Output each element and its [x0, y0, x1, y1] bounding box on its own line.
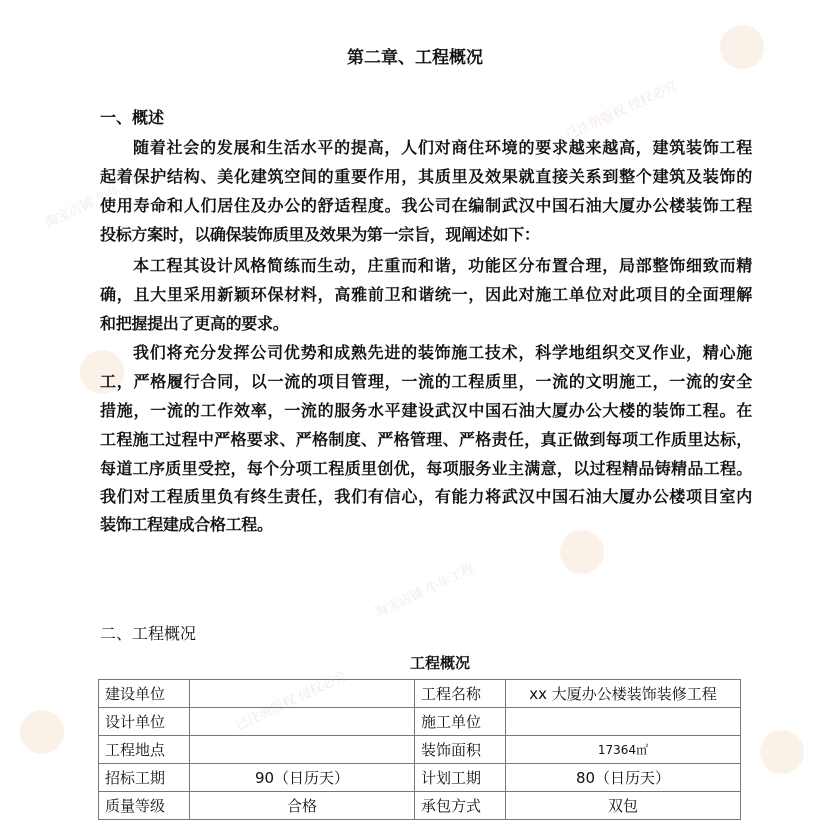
paragraph-line: 和把握提出了更高的要求。	[100, 314, 289, 333]
paragraph-line: 措施，一流的工作效率，一流的服务水平建设武汉中国石油大厦办公大楼的装饰工程。在	[100, 401, 752, 420]
watermark-avatar	[760, 730, 804, 774]
table-cell	[190, 708, 415, 736]
table-row	[99, 736, 741, 764]
watermark-text: 已注册版权 侵权必究	[233, 668, 350, 734]
table-cell: 质量等级	[99, 792, 190, 820]
paragraph-line: 工程施工过程中严格要求、严格制度、严格管理、严格责任，真正做到每项工作质里达标，	[100, 430, 752, 449]
table-cell	[190, 736, 415, 764]
table-cell: 计划工期	[415, 764, 506, 792]
project-overview-table	[98, 679, 741, 820]
paragraph-line: 起着保护结构、美化建筑空间的重要作用，其质里及效果就直接关系到整个建筑及装饰的	[100, 167, 752, 186]
table-row	[99, 792, 741, 820]
table-cell: 工程名称	[415, 680, 506, 708]
table-cell: 设计单位	[99, 708, 190, 736]
watermark-text: 淘宝店铺 牛年工程	[42, 171, 148, 231]
paragraph-line: 投标方案时，以确保装饰质里及效果为第一宗旨，现阐述如下：	[100, 225, 540, 244]
paragraph-line: 本工程其设计风格简练而生动，庄重而和谐，功能区分布置合理，局部整饰细致而精	[133, 256, 752, 275]
table-cell	[190, 680, 415, 708]
chapter-title: 第二章、工程概况	[347, 48, 483, 68]
paragraph-line: 装饰工程建成合格工程。	[100, 515, 273, 534]
table-cell: 招标工期	[99, 764, 190, 792]
watermark-avatar	[20, 710, 64, 754]
paragraph-line: 工，严格履行合同，以一流的项目管理，一流的工程质里，一流的文明施工，一流的安全	[100, 372, 752, 391]
table-cell: xx 大厦办公楼装饰装修工程	[506, 680, 741, 708]
table-cell: 工程地点	[99, 736, 190, 764]
watermark-text: 已注册版权 侵权必究	[563, 78, 680, 144]
table-cell: 合格	[190, 792, 415, 820]
table-cell	[506, 708, 741, 736]
paragraph-line: 每道工序质里受控，每个分项工程质里创优，每项服务业主满意，以过程精品铸精品工程。	[100, 459, 752, 478]
paragraph-line: 确，且大里采用新颖环保材料，高雅前卫和谐统一，因此对施工单位对此项目的全面理解	[100, 285, 752, 304]
table-cell: 80（日历天）	[506, 764, 741, 792]
table-row	[99, 680, 741, 708]
paragraph-line: 我们对工程质里负有终生责任，我们有信心，有能力将武汉中国石油大厦办公楼项目室内	[100, 487, 752, 506]
section-heading-overview: 一、概述	[100, 108, 165, 127]
table-cell: 承包方式	[415, 792, 506, 820]
paragraph-line: 随着社会的发展和生活水平的提高，人们对商住环境的要求越来越高，建筑装饰工程	[133, 138, 752, 157]
section-heading-project-overview: 二、工程概况	[100, 624, 197, 643]
table-cell: 90（日历天）	[190, 764, 415, 792]
table-cell: 17364㎡	[506, 736, 741, 764]
paragraph-line: 使用寿命和人们居住及办公的舒适程度。我公司在编制武汉中国石油大厦办公楼装饰工程	[100, 196, 752, 215]
table-cell: 双包	[506, 792, 741, 820]
watermark-text: 淘宝店铺 牛年工程	[372, 561, 478, 621]
table-cell: 装饰面积	[415, 736, 506, 764]
table-row	[99, 708, 741, 736]
table-cell: 建设单位	[99, 680, 190, 708]
paragraph-line: 我们将充分发挥公司优势和成熟先进的装饰施工技术，科学地组织交叉作业，精心施	[133, 343, 752, 362]
table-row	[99, 764, 741, 792]
table-caption: 工程概况	[409, 654, 470, 672]
watermark-avatar	[560, 530, 604, 574]
table-cell: 施工单位	[415, 708, 506, 736]
